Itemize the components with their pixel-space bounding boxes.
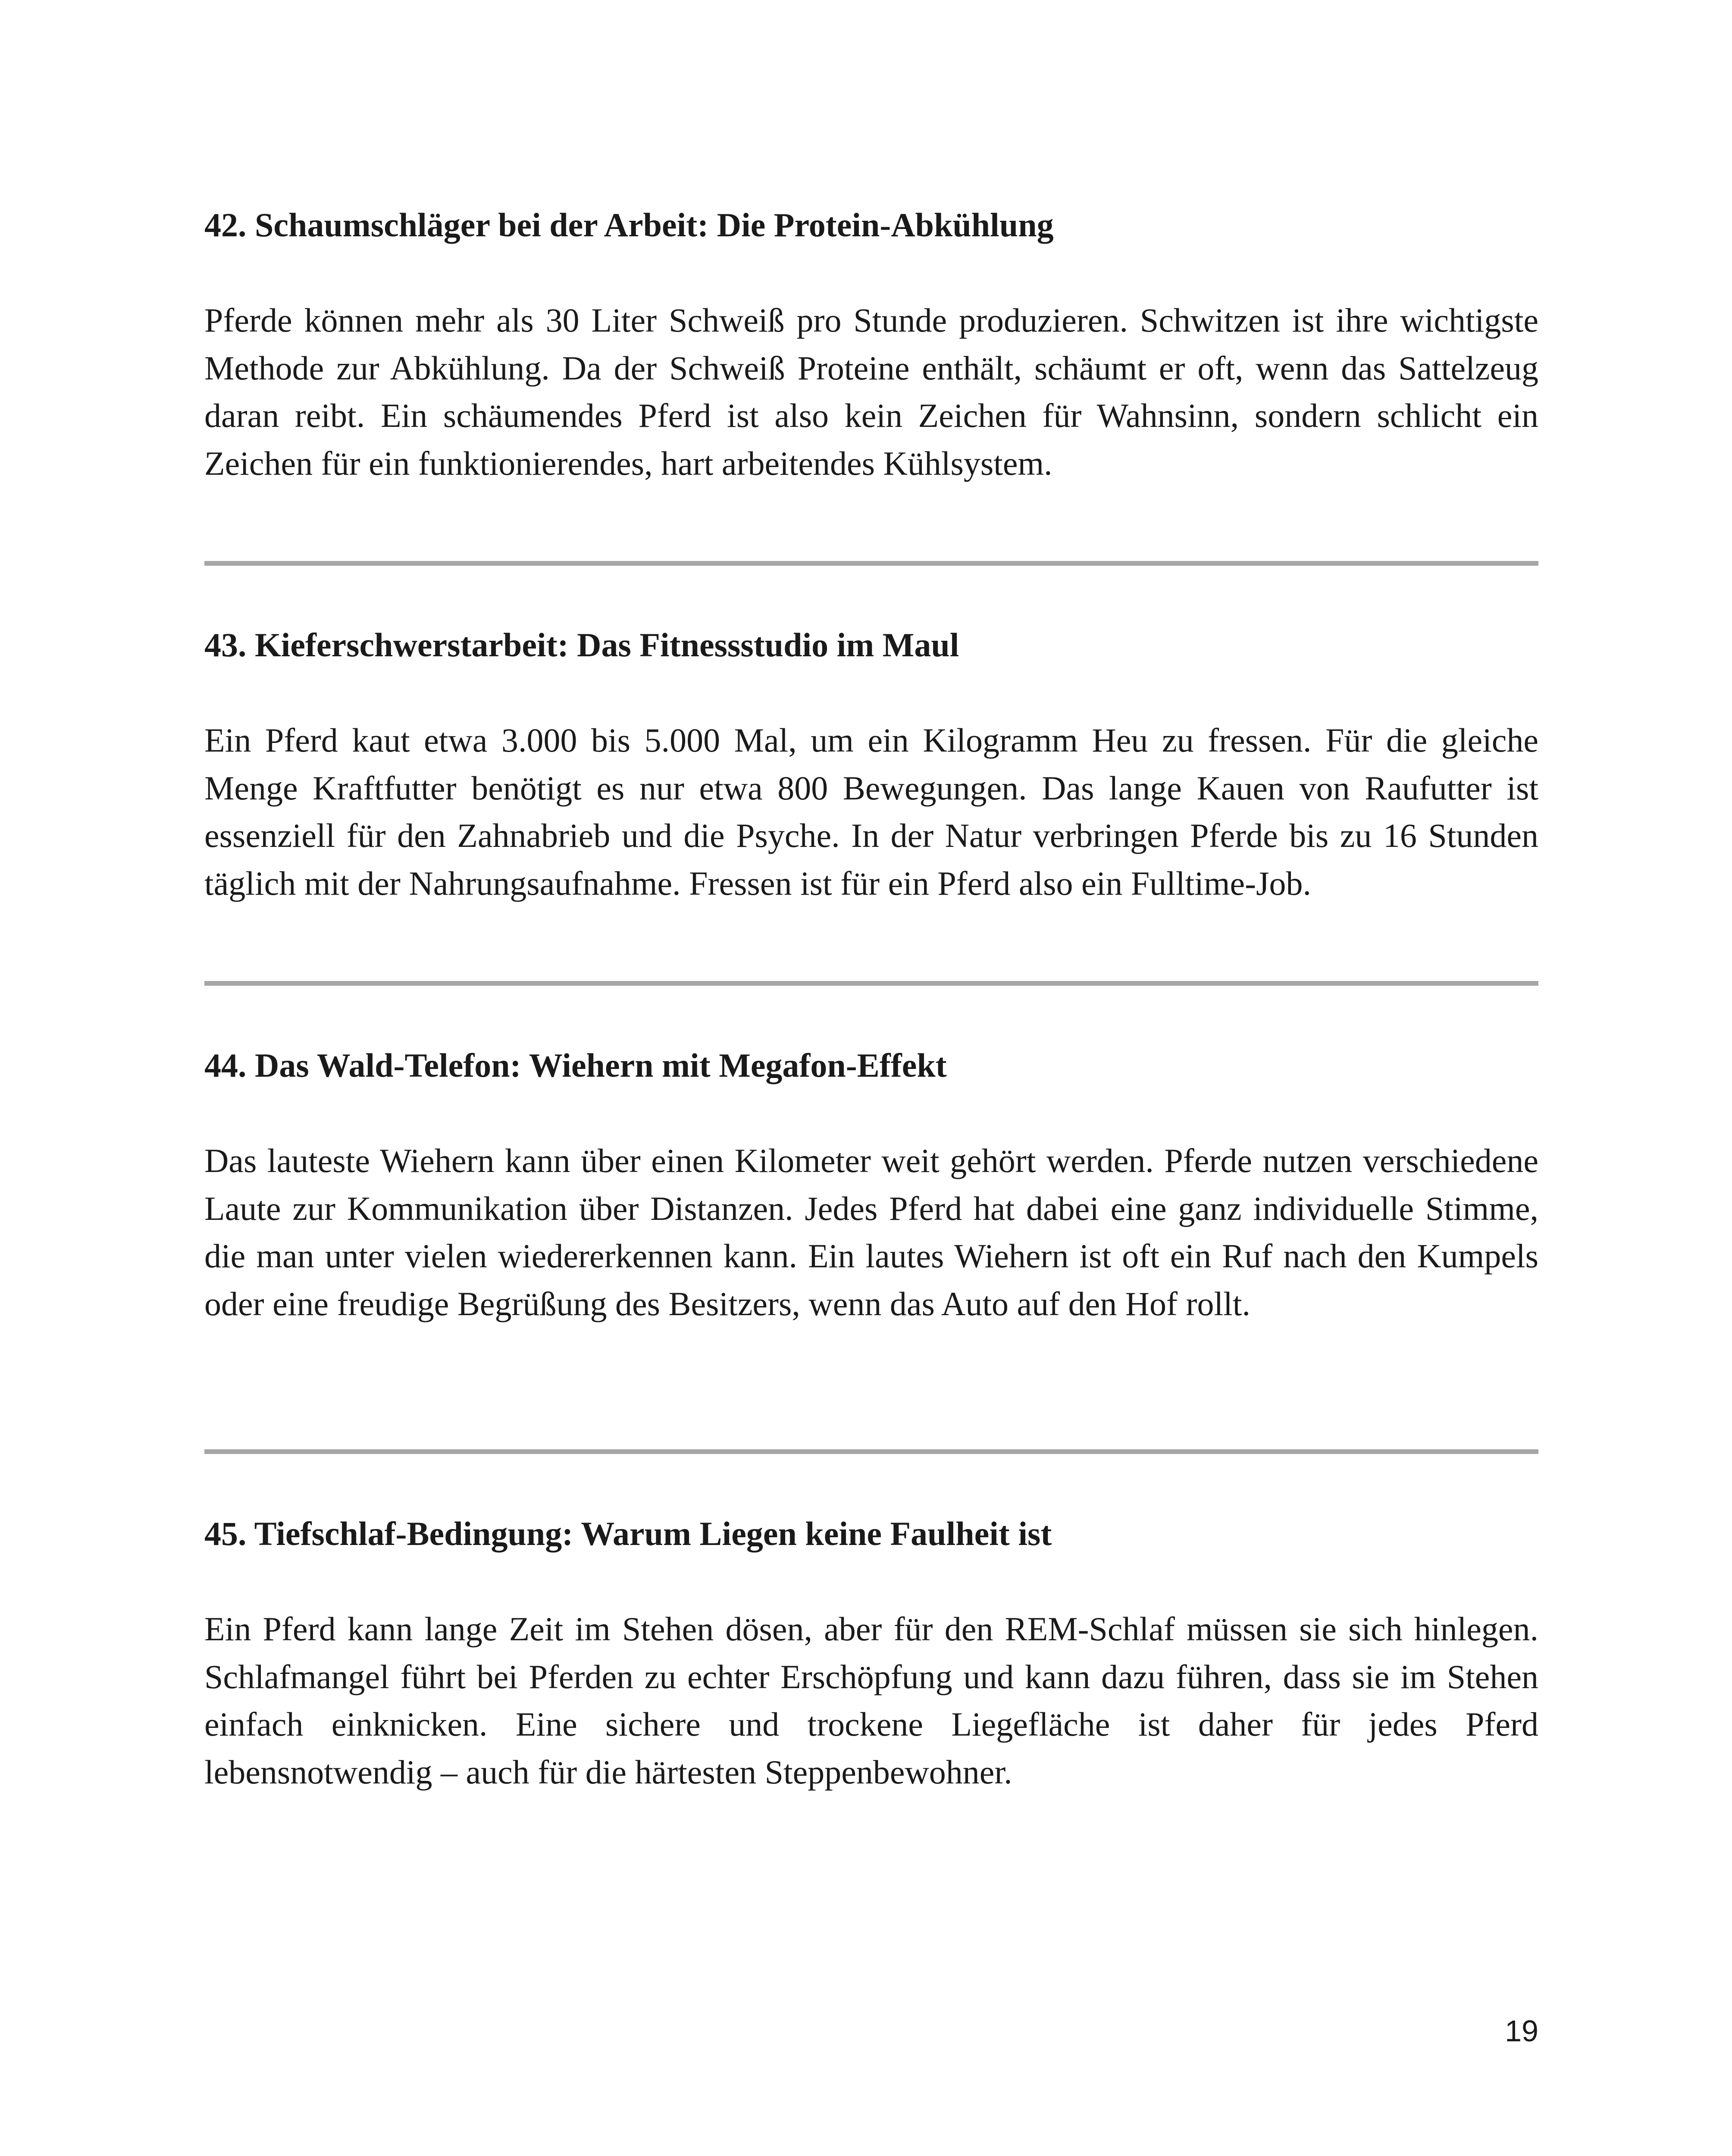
section-paragraph: Ein Pferd kann lange Zeit im Stehen dösen, aber für den REM-Schlaf müssen sie sich hinlegen. Schlafmangel führt bei Pferden zu echter Erschöpfung und kann dazu führen, dass sie im Stehen einfach einknicken. Eine sichere und trockene Liegefläche ist daher für jedes Pferd lebensnotwendig – auch für die härtesten Steppenbewohner. [204,1610,1538,1791]
section-divider [204,561,1538,566]
section-heading: 42. Schaumschläger bei der Arbeit: Die Protein-Abkühlung [204,206,1054,244]
section-42 [204,204,1538,487]
section-heading: 43. Kieferschwerstarbeit: Das Fitnessstudio im Maul [204,626,959,664]
section-divider [204,981,1538,986]
section-45 [204,1512,1538,1796]
section-divider [204,1449,1538,1454]
section-heading: 44. Das Wald-Telefon: Wiehern mit Megafon-Effekt [204,1047,947,1084]
section-paragraph: Ein Pferd kaut etwa 3.000 bis 5.000 Mal, um ein Kilogramm Heu zu fressen. Für die gleiche Menge Kraftfutter benötigt es nur etwa 800 Bewegungen. Das lange Kauen von Raufutter ist essenziell für den Zahnabrieb und die Psyche. In der Natur verbringen Pferde bis zu 16 Stunden täglich mit der Nahrungsaufnahme. Fressen ist für ein Pferd also ein Fulltime-Job. [204,721,1538,902]
page-number: 19 [1505,2014,1538,2048]
section-paragraph: Das lauteste Wiehern kann über einen Kilometer weit gehört werden. Pferde nutzen verschiedene Laute zur Kommunikation über Distanzen. Jedes Pferd hat dabei eine ganz individuelle Stimme, die man unter vielen wiedererkennen kann. Ein lautes Wiehern ist oft ein Ruf nach den Kumpels oder eine freudige Begrüßung des Besitzers, wenn das Auto auf den Hof rollt. [204,1142,1538,1322]
section-44 [204,1044,1538,1328]
section-paragraph: Pferde können mehr als 30 Liter Schweiß pro Stunde produzieren. Schwitzen ist ihre wichtigste Methode zur Abkühlung. Da der Schweiß Proteine enthält, schäumt er oft, wenn das Sattelzeug daran reibt. Ein schäumendes Pferd ist also kein Zeichen für Wahnsinn, sondern schlicht ein Zeichen für ein funktionierendes, hart arbeitendes Kühlsystem. [204,301,1538,482]
section-43 [204,624,1538,907]
section-heading: 45. Tiefschlaf-Bedingung: Warum Liegen keine Faulheit ist [204,1515,1052,1552]
